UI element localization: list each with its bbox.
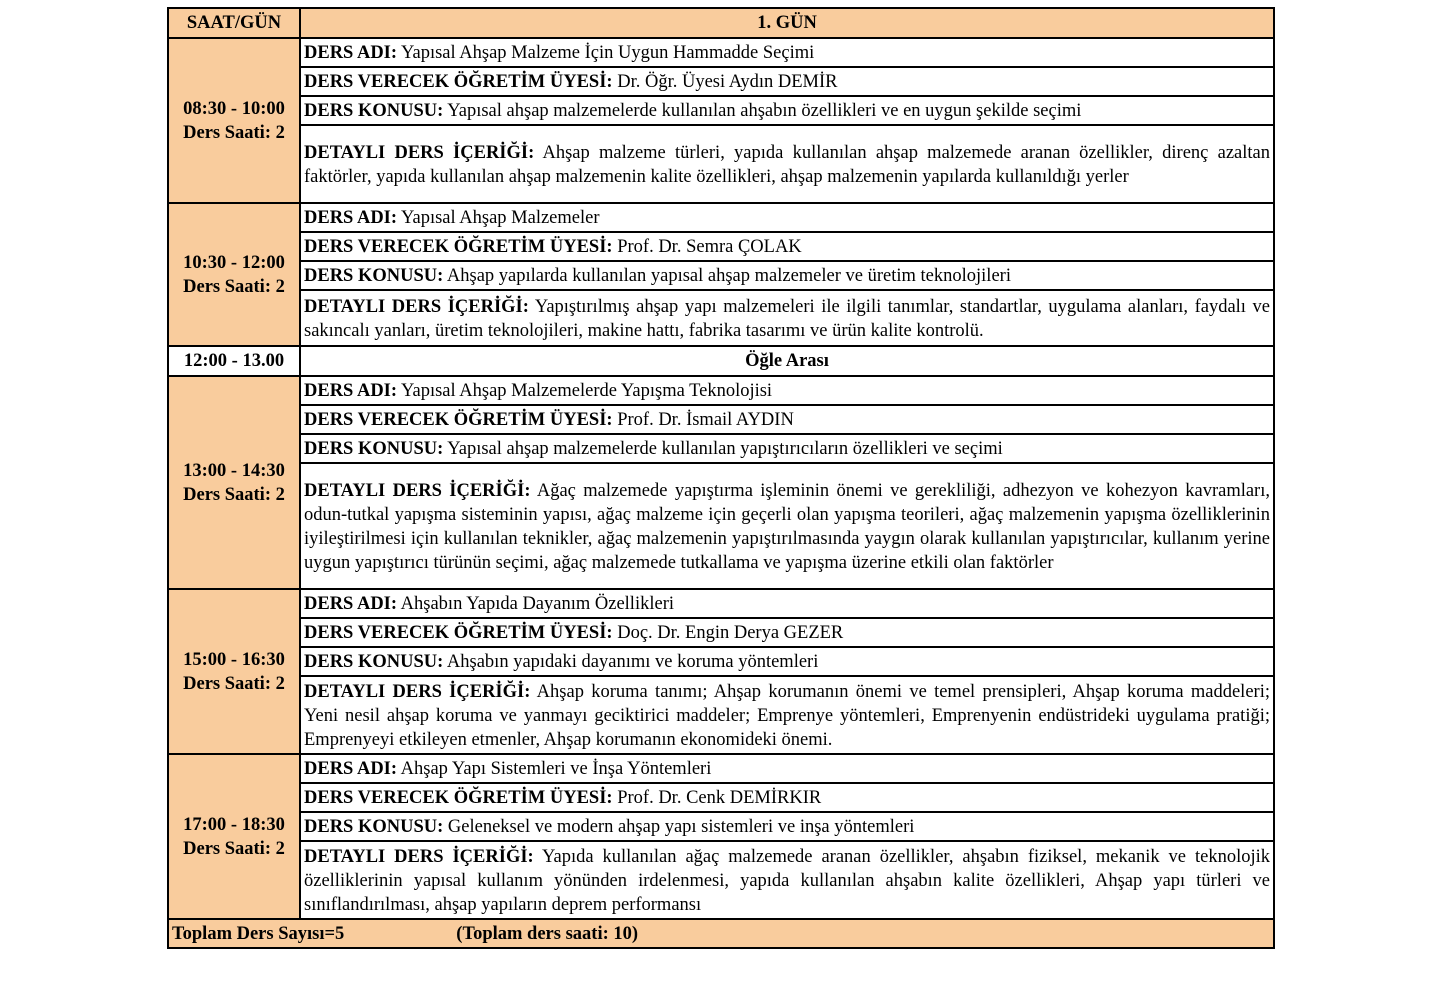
session-row — [168, 647, 1274, 676]
detail-cell — [300, 841, 1274, 919]
detail-value: Yapıda kullanılan ağaç malzemede aranan özellikler, ahşabın fiziksel, mekanik ve teknolojik özelliklerinin yapısal kullanım yönünden irdelenmesi, yapıda kullanılan ahşabın kalite özellikleri, Ahşap yapı türleri ve sınıflandırılması, ahşap yapıların deprem performansı — [304, 847, 1270, 915]
schedule-table — [167, 7, 1275, 949]
course-name-cell — [300, 38, 1274, 67]
course-name-label: DERS ADI: — [304, 593, 398, 614]
course-name-value: Yapısal Ahşap Malzeme İçin Uygun Hammadde Seçimi — [401, 42, 815, 63]
detail-value: Ağaç malzemede yapıştırma işleminin önemi ve gerekliliği, adhezyon ve kohezyon kavramları, odun-tutkal yapışma sisteminin yapısı, ağaç malzeme için geçerli olan yapışma teorileri, ağaç malzemenin yapışma özelliklerinin iyileştirilmesi için kullanılan teknikler, ağaç malzemenin yapıştırılmasında yaygın olarak kullanılan yapıştırıcılar, kullanım yerine uygun yapıştırıcı türünün seçimi, ağaç malzemede tutkallama ve yapışma üzerine etkili olan faktörler — [304, 481, 1270, 573]
session-hours: Ders Saati: 2 — [183, 838, 285, 859]
topic-label: DERS KONUSU: — [304, 651, 444, 672]
course-name-label: DERS ADI: — [304, 42, 398, 63]
instructor-label: DERS VERECEK ÖĞRETİM ÜYESİ: — [304, 787, 613, 808]
course-name-cell — [300, 376, 1274, 405]
instructor-cell — [300, 618, 1274, 647]
total-courses: Toplam Ders Sayısı=5 — [172, 923, 345, 944]
session-row — [168, 618, 1274, 647]
session-row — [168, 232, 1274, 261]
day-column-header: 1. GÜN — [300, 8, 1274, 38]
session-hours: Ders Saati: 2 — [183, 276, 285, 297]
detail-cell — [300, 290, 1274, 346]
course-name-value: Yapısal Ahşap Malzemelerde Yapışma Teknolojisi — [401, 380, 773, 401]
instructor-value: Doç. Dr. Engin Derya GEZER — [617, 622, 844, 643]
detail-label: DETAYLI DERS İÇERİĞİ: — [304, 481, 531, 501]
footer-cell — [168, 919, 1274, 948]
session-time-cell — [168, 38, 300, 203]
course-name-value: Yapısal Ahşap Malzemeler — [401, 207, 600, 228]
lunch-label: Öğle Arası — [300, 346, 1274, 376]
session-row — [168, 754, 1274, 783]
topic-value: Ahşap yapılarda kullanılan yapısal ahşap malzemeler ve üretim teknolojileri — [446, 265, 1011, 286]
session-time: 08:30 - 10:00 — [183, 98, 285, 119]
instructor-cell — [300, 67, 1274, 96]
topic-value: Yapısal ahşap malzemelerde kullanılan yapıştırıcıların özellikleri ve seçimi — [447, 438, 1003, 459]
footer-row — [168, 919, 1274, 948]
topic-label: DERS KONUSU: — [304, 265, 444, 286]
topic-value: Geleneksel ve modern ahşap yapı sistemleri ve inşa yöntemleri — [447, 816, 915, 837]
detail-label: DETAYLI DERS İÇERİĞİ: — [304, 682, 531, 702]
course-name-cell — [300, 754, 1274, 783]
topic-cell — [300, 434, 1274, 463]
session-row — [168, 125, 1274, 203]
instructor-value: Dr. Öğr. Üyesi Aydın DEMİR — [617, 71, 838, 92]
topic-label: DERS KONUSU: — [304, 816, 444, 837]
detail-label: DETAYLI DERS İÇERİĞİ: — [304, 297, 529, 317]
session-row — [168, 203, 1274, 232]
course-name-value: Ahşap Yapı Sistemleri ve İnşa Yöntemleri — [400, 758, 712, 779]
total-hours: (Toplam ders saati: 10) — [456, 923, 639, 944]
header-row — [168, 8, 1274, 38]
session-time-cell — [168, 376, 300, 589]
detail-value: Yapıştırılmış ahşap yapı malzemeleri ile ilgili tanımlar, standartlar, uygulama alanları, faydalı ve sakıncalı yanları, üretim teknolojileri, makine hattı, fabrika tasarımı ve ürün kalite kontrolü. — [304, 297, 1270, 341]
course-name-label: DERS ADI: — [304, 758, 398, 779]
session-row — [168, 290, 1274, 346]
instructor-label: DERS VERECEK ÖĞRETİM ÜYESİ: — [304, 236, 613, 257]
session-hours: Ders Saati: 2 — [183, 484, 285, 505]
course-name-label: DERS ADI: — [304, 207, 398, 228]
detail-label: DETAYLI DERS İÇERİĞİ: — [304, 847, 534, 867]
lunch-time: 12:00 - 13.00 — [168, 346, 300, 376]
session-time-cell — [168, 754, 300, 919]
session-time: 17:00 - 18:30 — [183, 814, 285, 835]
detail-cell — [300, 676, 1274, 754]
course-name-cell — [300, 203, 1274, 232]
instructor-value: Prof. Dr. İsmail AYDIN — [617, 409, 794, 430]
session-row — [168, 261, 1274, 290]
detail-label: DETAYLI DERS İÇERİĞİ: — [304, 143, 535, 163]
instructor-cell — [300, 232, 1274, 261]
session-row — [168, 434, 1274, 463]
session-row — [168, 67, 1274, 96]
instructor-cell — [300, 783, 1274, 812]
detail-value: Ahşap malzeme türleri, yapıda kullanılan ahşap malzemede aranan özellikler, direnç azaltan faktörler, yapıda kullanılan ahşap malzemenin kalite özellikleri, ahşap malzemenin yapılarda kullanıldığı yerler — [304, 143, 1270, 187]
instructor-label: DERS VERECEK ÖĞRETİM ÜYESİ: — [304, 71, 613, 92]
detail-cell — [300, 125, 1274, 203]
session-time: 13:00 - 14:30 — [183, 460, 285, 481]
session-row — [168, 463, 1274, 589]
session-time: 15:00 - 16:30 — [183, 649, 285, 670]
session-hours: Ders Saati: 2 — [183, 122, 285, 143]
topic-label: DERS KONUSU: — [304, 100, 444, 121]
course-name-cell — [300, 589, 1274, 618]
session-row — [168, 589, 1274, 618]
instructor-label: DERS VERECEK ÖĞRETİM ÜYESİ: — [304, 409, 613, 430]
session-row — [168, 783, 1274, 812]
lunch-row — [168, 346, 1274, 376]
session-row — [168, 96, 1274, 125]
session-row — [168, 405, 1274, 434]
detail-value: Ahşap koruma tanımı; Ahşap korumanın önemi ve temel prensipleri, Ahşap koruma maddeleri; Yeni nesil ahşap koruma ve yanmayı geciktirici maddeler; Emprenye yöntemleri, Emprenyenin endüstrideki uygulama pratiği; Emprenyeyi etkileyen etmenler, Ahşap korumanın ekonomideki önemi. — [304, 682, 1270, 750]
instructor-value: Prof. Dr. Semra ÇOLAK — [617, 236, 802, 257]
topic-cell — [300, 96, 1274, 125]
detail-cell — [300, 463, 1274, 589]
topic-cell — [300, 647, 1274, 676]
course-name-value: Ahşabın Yapıda Dayanım Özellikleri — [400, 593, 674, 614]
session-row — [168, 38, 1274, 67]
session-row — [168, 676, 1274, 754]
course-name-label: DERS ADI: — [304, 380, 398, 401]
session-time: 10:30 - 12:00 — [183, 252, 285, 273]
instructor-value: Prof. Dr. Cenk DEMİRKIR — [617, 787, 822, 808]
topic-label: DERS KONUSU: — [304, 438, 444, 459]
topic-value: Ahşabın yapıdaki dayanımı ve koruma yöntemleri — [446, 651, 819, 672]
session-row — [168, 812, 1274, 841]
instructor-label: DERS VERECEK ÖĞRETİM ÜYESİ: — [304, 622, 613, 643]
session-hours: Ders Saati: 2 — [183, 673, 285, 694]
session-time-cell — [168, 589, 300, 754]
session-row — [168, 841, 1274, 919]
topic-cell — [300, 812, 1274, 841]
topic-value: Yapısal ahşap malzemelerde kullanılan ahşabın özellikleri ve en uygun şekilde seçimi — [447, 100, 1082, 121]
topic-cell — [300, 261, 1274, 290]
time-column-header: SAAT/GÜN — [168, 8, 300, 38]
session-row — [168, 376, 1274, 405]
session-time-cell — [168, 203, 300, 346]
instructor-cell — [300, 405, 1274, 434]
